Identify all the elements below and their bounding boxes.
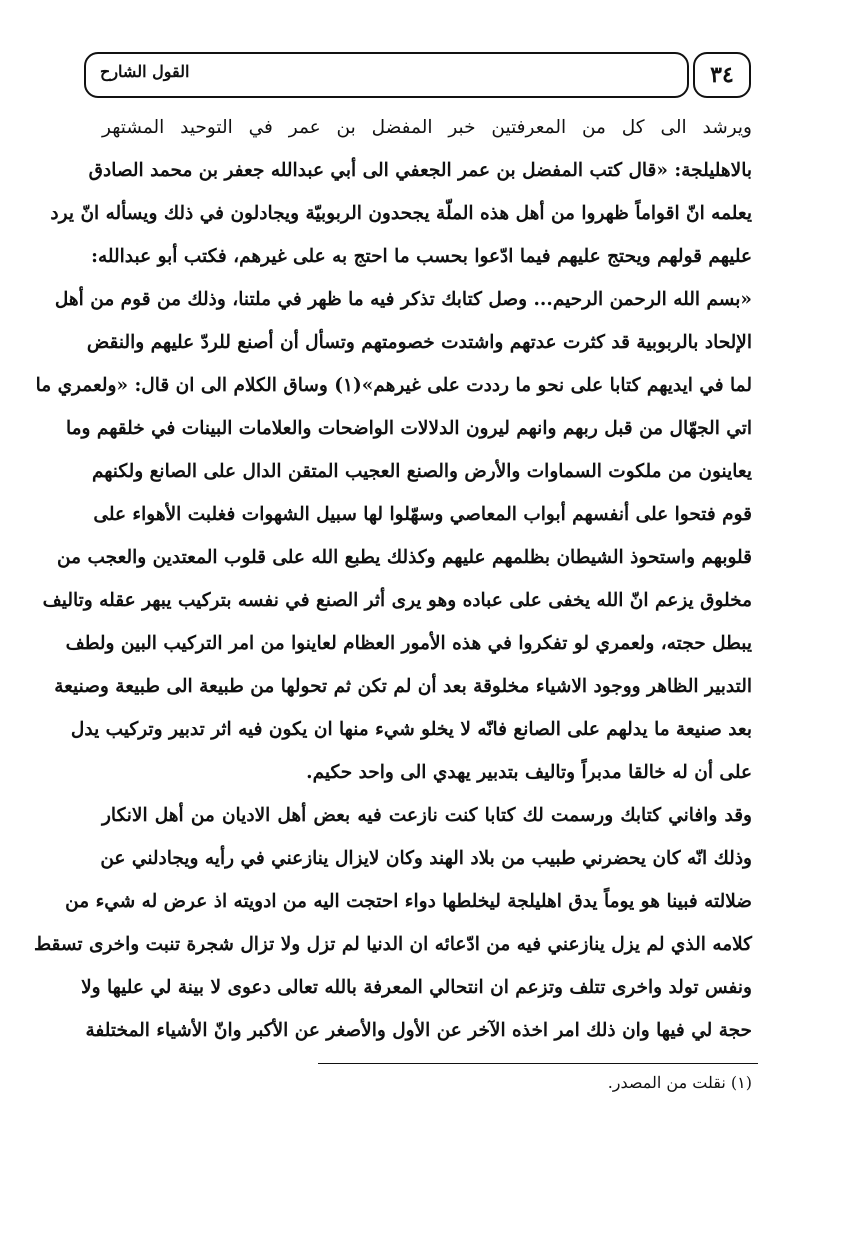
text-line: الإلحاد بالربوبية قد كثرت عدتهم واشتدت خصومتهم وتسأل أن أصنع للردّ عليهم والنقض xyxy=(86,332,752,353)
text-line: اتي الجهّال من قبل ربهم وانهم ليرون الدلالات الواضحات والعلامات البينات في خلقهم وما xyxy=(65,418,752,439)
text-line: بالاهليلجة: «قال كتب المفضل بن عمر الجعفي الى أبي عبدالله جعفر بن محمد الصادق xyxy=(88,160,752,181)
text-line: يبطل حجته، ولعمري لو تفكروا في هذه الأمور العظام لعاينوا من امر التركيب البين ولطف xyxy=(65,633,752,654)
text-line: بعد صنيعة ما يدلهم على الصانع فانّه لا يخلو شيء منها ان يكون فيه اثر تدبير وتركيب يدل xyxy=(70,719,752,740)
page-number: ٣٤ xyxy=(693,52,751,98)
text-line: قلوبهم واستحوذ الشيطان بظلمهم عليهم وكذلك يطبع الله على قلوب المعتدين والعجب من xyxy=(57,547,752,568)
text-line: قوم فتحوا على أنفسهم أبواب المعاصي وسهّلوا لها سبيل الشهوات فغلبت الأهواء على xyxy=(93,504,752,525)
text-line: «بسم الله الرحمن الرحيم... وصل كتابك تذكر فيه ما ظهر في ملتنا، وذلك من قوم من أهل xyxy=(54,289,752,310)
body-text xyxy=(33,106,752,1052)
text-line: ويرشد الى كل من المعرفتين خبر المفضل بن عمر في التوحيد المشتهر xyxy=(102,117,752,138)
text-line: ضلالته فبينا هو يوماً يدق اهليلجة ليخلطها دواء احتجت اليه من ادويته اذ عرض له شيء من xyxy=(65,891,752,912)
text-line: يعلمه انّ اقواماً ظهروا من أهل هذه الملّة يجحدون الربوبيّة ويجادلون في ذلك ويسأله انّ يرد xyxy=(50,203,752,224)
text-line: وقد وافاني كتابك ورسمت لك كتابا كنت نازعت فيه بعض أهل الاديان من أهل الانكار xyxy=(102,805,752,826)
text-line: مخلوق يزعم انّ الله يخفى على عباده وهو يرى أثر الصنع في نفسه بتركيب يبهر عقله وتاليف xyxy=(42,590,752,611)
text-line: حجة لي فيها وان ذلك امر اخذه الآخر عن الأول والأصغر عن الأكبر وانّ الأشياء المختلفة xyxy=(85,1020,752,1041)
text-line: لما في ايديهم كتابا على نحو ما رددت على غيرهم»(١) وساق الكلام الى ان قال: «ولعمري ما xyxy=(35,375,752,396)
text-line: كلامه الذي لم يزل ينازعني فيه من ادّعائه ان الدنيا لم تزل ولا تزال شجرة تنبت واخرى تسقط xyxy=(33,934,752,955)
running-header-title: القول الشارح xyxy=(100,62,190,81)
text-line: يعاينون من ملكوت السماوات والأرض والصنع العجيب المتقن الدال على الصانع ولكنهم xyxy=(91,461,752,482)
text-line: ونفس تولد واخرى تتلف وتزعم ان انتحالي المعرفة بالله تعالى دعوى لا بينة لي عليها ولا xyxy=(81,977,752,998)
text-line: على أن له خالقا مدبراً وتاليف بتدبير يهدي الى واحد حكيم. xyxy=(306,762,752,783)
text-line: وذلك انّه كان يحضرني طبيب من بلاد الهند وكان لايزال ينازعني في رأيه ويجادلني عن xyxy=(100,848,752,869)
text-line: عليهم قولهم ويحتج عليهم فيما ادّعوا بحسب ما احتج به على غيرهم، فكتب أبو عبدالله: xyxy=(91,246,752,267)
footnote-separator xyxy=(318,1063,758,1064)
footnote: (١) نقلت من المصدر. xyxy=(607,1073,752,1092)
text-line: التدبير الظاهر ووجود الاشياء مخلوقة بعد أن لم تكن ثم تحولها من طبيعة الى طبيعة وصنيعة xyxy=(54,676,752,697)
